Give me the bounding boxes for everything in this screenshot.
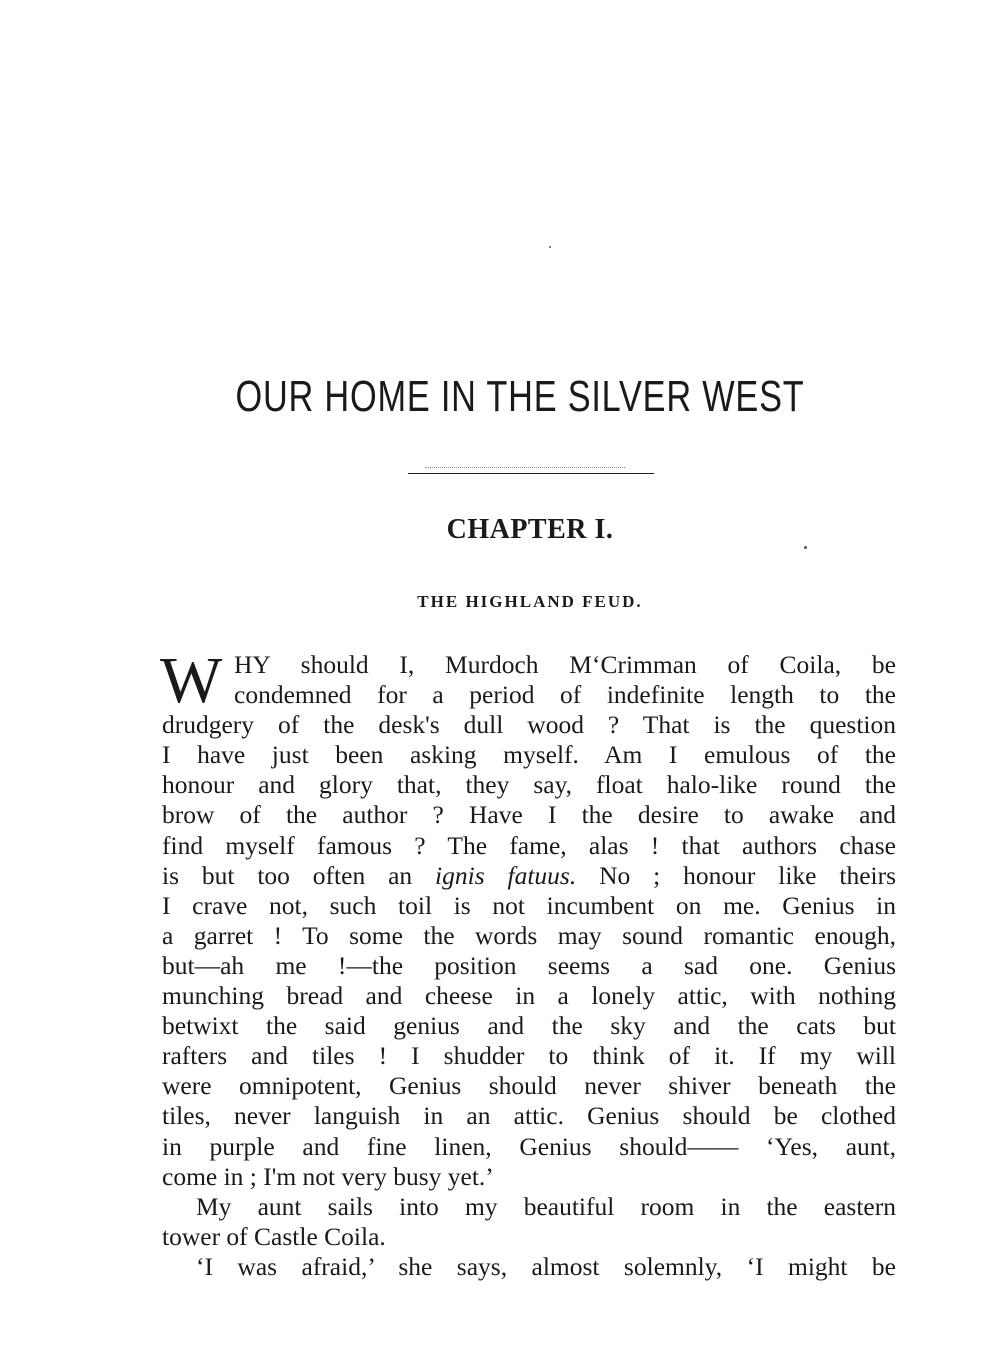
text-line: come in ; I'm not very busy yet.’ [162,1161,494,1191]
text-line: honour and glory that, they say, float halo-like round the [162,770,896,800]
chapter-body [160,644,897,1282]
print-speck [549,246,551,248]
text-line: were omnipotent, Genius should never shiver beneath the [162,1071,896,1101]
text-line: find myself famous ? The fame, alas ! that authors chase [162,830,896,860]
text-line: ‘I was afraid,’ she says, almost solemnly, ‘I might be [196,1251,896,1281]
text-line: a garret ! To some the words may sound romantic enough, [162,920,896,950]
print-speck [804,546,807,549]
text-line: but—ah me !—the position seems a sad one. Genius [162,950,896,980]
drop-cap: W [160,644,223,717]
text-line: brow of the author ? Have I the desire to awake and [162,800,896,830]
text-line: betwixt the said genius and the sky and the cats but [162,1011,896,1041]
title-rule [408,473,654,474]
text-line: I have just been asking myself. Am I emulous of the [162,740,896,770]
title-rule-ornament [425,467,625,468]
text-line: HY should I, Murdoch M‘Crimman of Coila, be [234,650,896,679]
text-line: munching bread and cheese in a lonely attic, with nothing [162,981,896,1011]
text-line [162,861,896,891]
text-line: My aunt sails into my beautiful room in the eastern [196,1191,896,1221]
chapter-title: THE HIGHLAND FEUD. [417,592,643,611]
text-line: I crave not, such toil is not incumbent on me. Genius in [162,890,896,920]
text-segment: is but too often an [162,860,413,890]
text-line: in purple and fine linen, Genius should—— ‘Yes, aunt, [162,1131,896,1161]
text-line: rafters and tiles ! I shudder to think of it. If my will [162,1041,896,1071]
text-line: tower of Castle Coila. [162,1221,386,1251]
book-title: OUR HOME IN THE SILVER WEST [235,372,805,421]
text-segment: No ; honour like theirs [599,860,897,890]
text-line: condemned for a period of indefinite length to the [234,680,896,710]
text-line: tiles, never languish in an attic. Genius should be clothed [162,1101,896,1131]
chapter-number: CHAPTER I. [446,514,614,545]
italic-phrase: ignis fatuus. [435,860,577,890]
text-line: drudgery of the desk's dull wood ? That is the question [162,710,896,740]
